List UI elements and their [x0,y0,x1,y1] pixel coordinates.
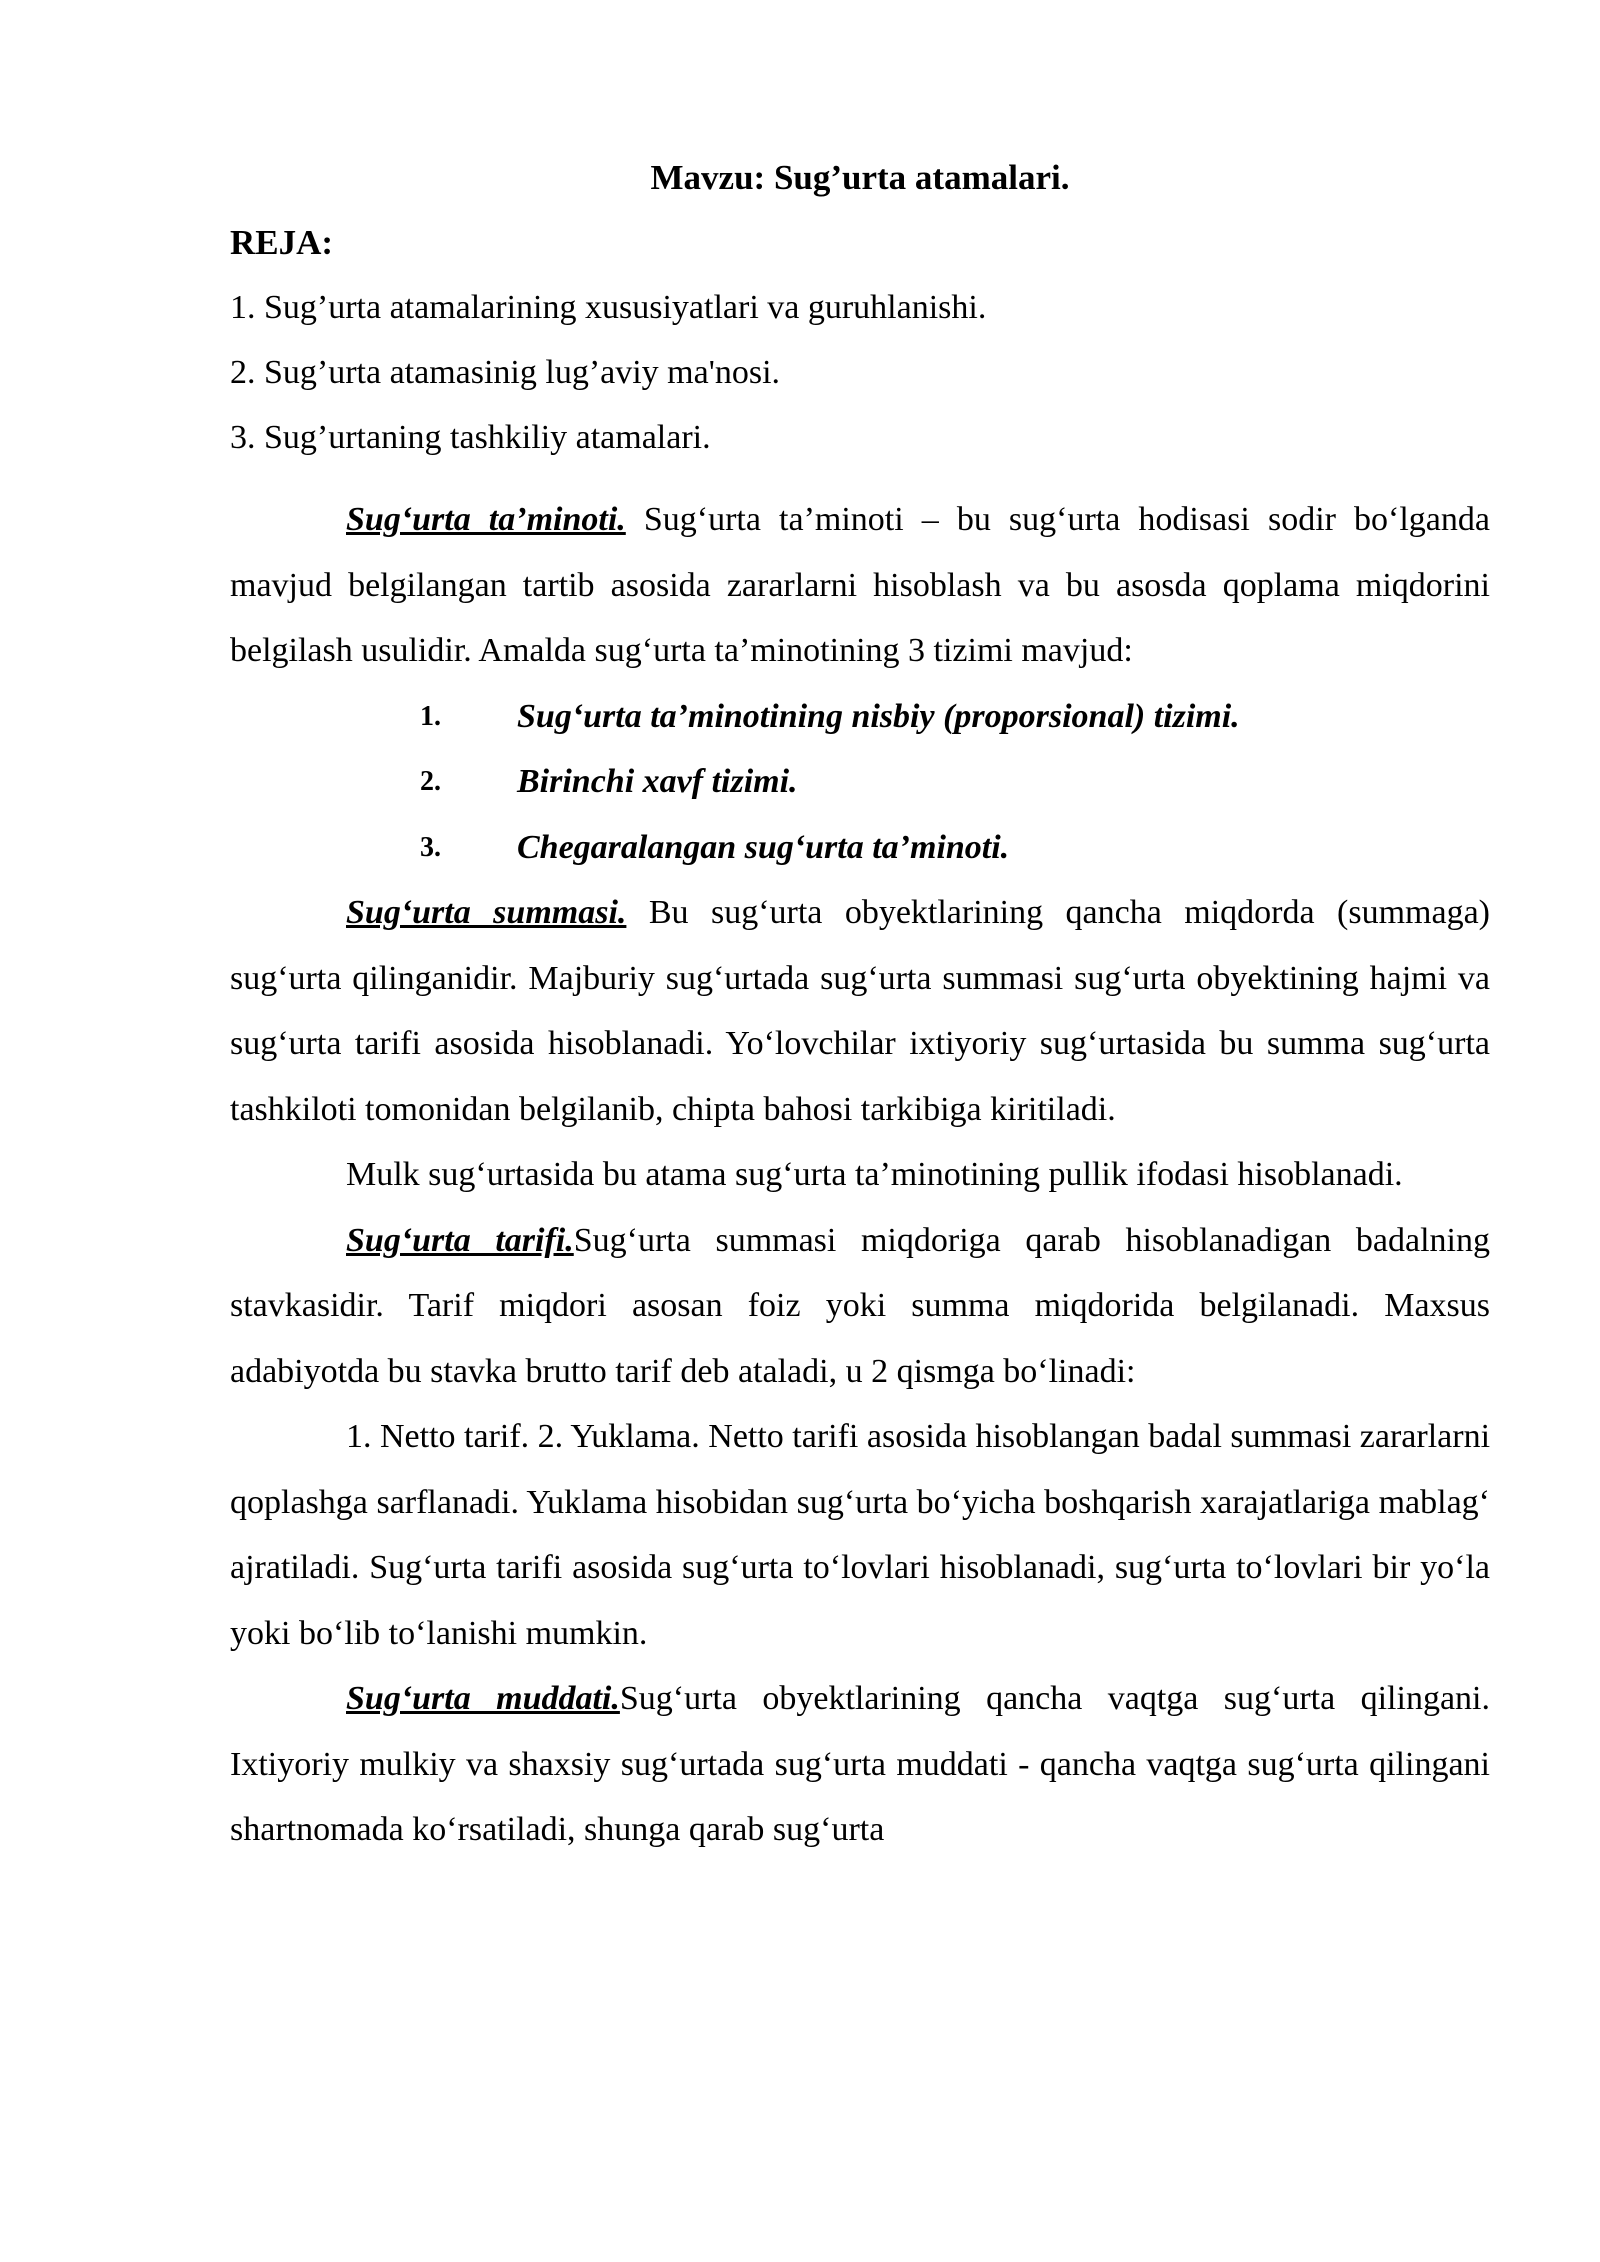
term-muddat: Sug‘urta muddati. [346,1680,620,1717]
system-text: Birinchi xavf tizimi. [517,763,798,800]
paragraph-text: 1. Netto tarif. 2. Yuklama. Netto tarifi asosida hisoblangan badal summasi zararlarni qoplashga sarflanadi. Yuklama hisobidan sug‘urta bo‘yicha boshqarish xarajatlariga mablag‘ ajratiladi. Sug‘urta tarifi asosida sug‘urta to‘lovlari hisoblanadi, sug‘urta to‘lovlari bir yo‘la yoki bo‘lib to‘lanishi mumkin. [230,1418,1491,1652]
system-number: 2. [420,766,441,797]
page-title: Mavzu: Sug’urta atamalari. [650,158,1070,197]
system-text: Sug‘urta ta’minotining nisbiy (proporsional) tizimi. [517,697,1240,735]
plan-heading: REJA: [230,223,334,262]
system-item [230,684,1490,750]
paragraph-muddat [230,1666,1490,1863]
page-content [230,148,1490,1863]
systems-list [230,684,1490,881]
paragraph-text: Sug‘urta ta’minoti – bu sug‘urta hodisasi sodir bo‘lganda mavjud belgilangan tartib asosida zararlarni hisoblash va bu asosda qoplama miqdorini belgilash usulidir. Amalda sug‘urta ta’minotining 3 tizimi mavjud: [230,501,1490,669]
system-text: Chegaralangan sug‘urta ta’minoti. [517,828,1010,866]
term-summa: Sug‘urta summasi. [346,894,627,931]
plan-item: 2. Sug’urta atamasinig lug’aviy ma'nosi. [230,354,781,391]
paragraph-tarif [230,1208,1490,1405]
term-tarif: Sug‘urta tarifi. [346,1221,574,1259]
paragraph-summa [230,880,1490,1142]
paragraph-text: Bu sug‘urta obyektlarining qancha miqdorda (summaga) sug‘urta qilinganidir. Majburiy sug‘urtada sug‘urta summasi sug‘urta obyektining hajmi va sug‘urta tarifi asosida hisoblanadi. Yo‘lovchilar ixtiyoriy sug‘urtasida bu summa sug‘urta tashkiloti tomonidan belgilanib, chipta bahosi tarkibiga kiritiladi. [230,894,1490,1128]
paragraph-netto [230,1404,1490,1666]
system-item [230,749,1490,815]
paragraph-text: Sug‘urta summasi miqdoriga qarab hisoblanadigan badalning stavkasidir. Tarif miqdori asosan foiz yoki summa miqdorida belgilanadi. Maxsus adabiyotda bu stavka brutto tarif deb ataladi, u 2 qismga bo‘linadi: [230,1221,1491,1390]
plan-list [230,275,1490,470]
paragraph-mulk [230,1142,1490,1208]
paragraph-text: Sug‘urta obyektlarining qancha vaqtga sug‘urta qilingani. Ixtiyoriy mulkiy va shaxsiy sug‘urtada sug‘urta muddati - qancha vaqtga sug‘urta qilingani shartnomada ko‘rsatiladi, shunga qarab sug‘urta [230,1680,1490,1848]
term-taminot: Sug‘urta ta’minoti. [346,501,626,538]
paragraph-text: Mulk sug‘urtasida bu atama sug‘urta ta’minotining pullik ifodasi hisoblanadi. [346,1156,1403,1193]
system-number: 3. [420,831,441,863]
system-number: 1. [420,700,441,732]
paragraph-taminot [230,487,1490,684]
plan-item: 1. Sug’urta atamalarining xususiyatlari va guruhlanishi. [230,289,987,326]
plan-item: 3. Sug’urtaning tashkiliy atamalari. [230,419,711,456]
system-item [230,815,1490,881]
